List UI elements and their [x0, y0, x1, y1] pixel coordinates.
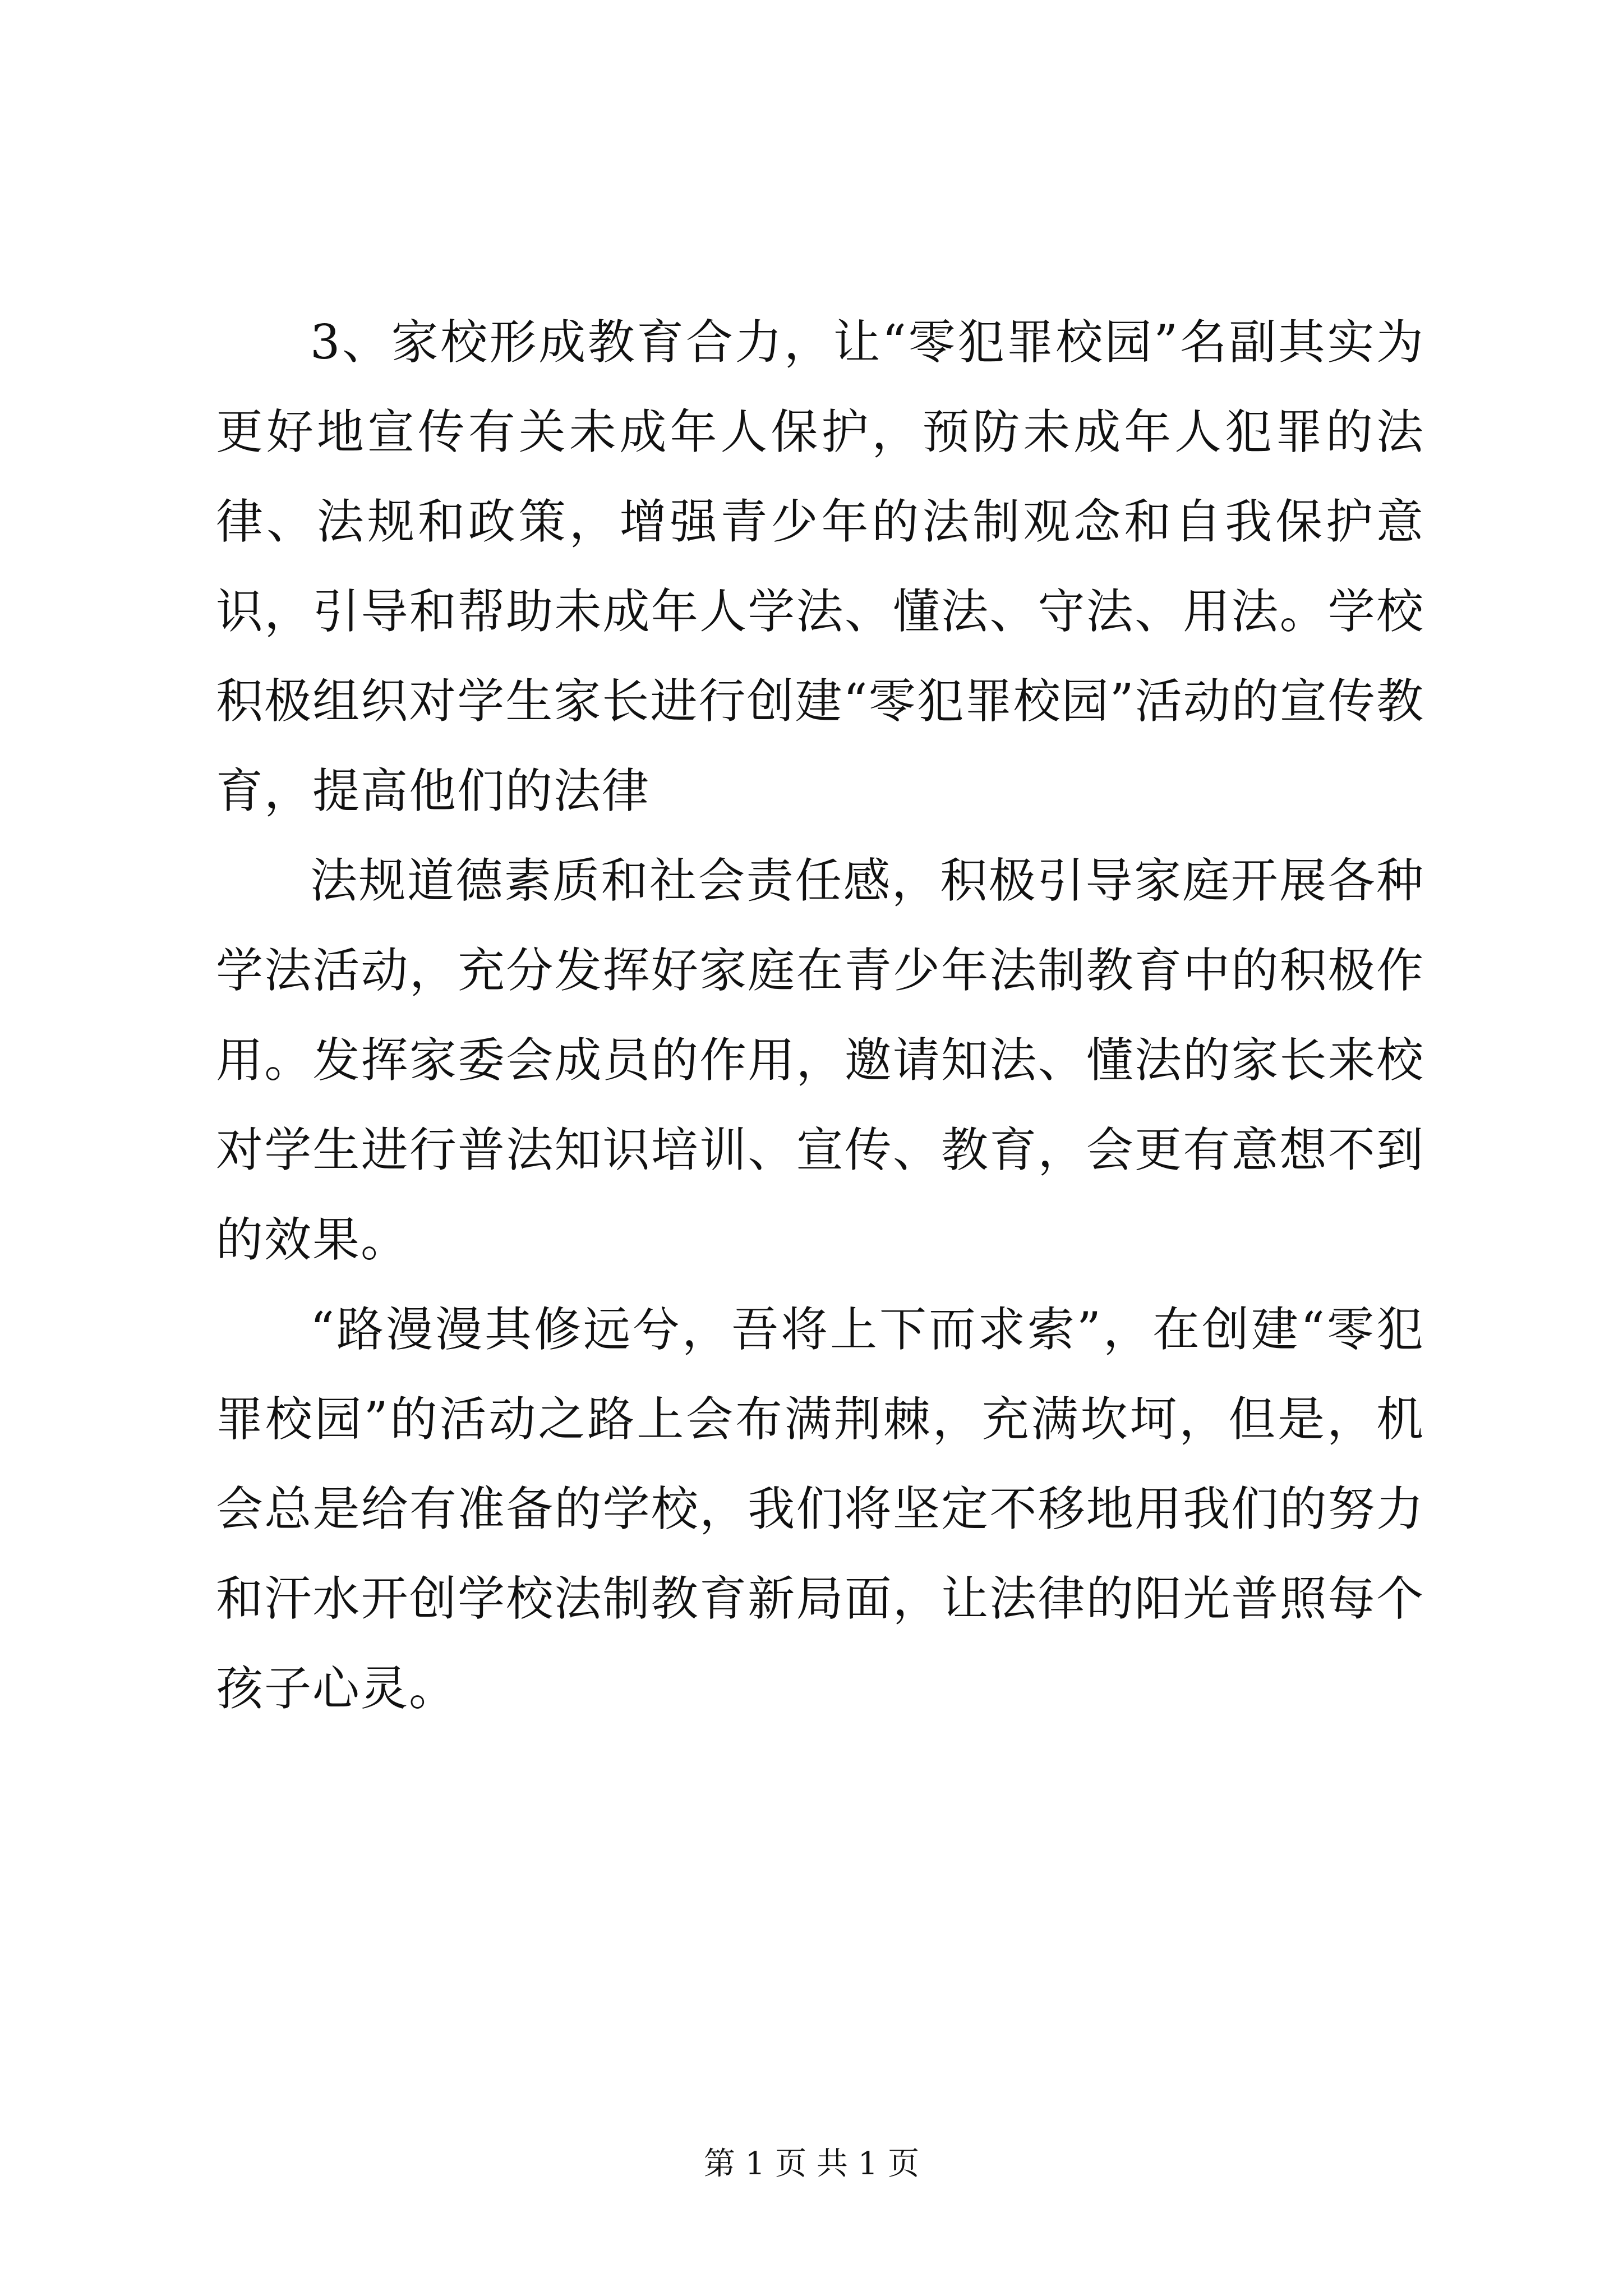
- page-footer: 第 1 页 共 1 页: [703, 2146, 920, 2182]
- paragraph-conclusion: “路漫漫其修远兮，吾将上下而求索”，在创建“零犯罪校园”的活动之路上会布满荆棘，充满坎坷，但是，机会总是给有准备的学校，我们将坚定不移地用我们的努力和汗水开创学校法制教育新局面，让法律的阳光普照每个孩子心灵。: [216, 1302, 1424, 1716]
- paragraph-family-legal-education: 法规道德素质和社会责任感，积极引导家庭开展各种学法活动，充分发挥好家庭在青少年法制教育中的积极作用。发挥家委会成员的作用，邀请知法、懂法的家长来校对学生进行普法知识培训、宣传、教育，会更有意想不到的效果。: [216, 853, 1424, 1267]
- paragraph-family-school-cooperation: 3、家校形成教育合力，让“零犯罪校园”名副其实为更好地宣传有关未成年人保护，预防未成年人犯罪的法律、法规和政策，增强青少年的法制观念和自我保护意识，引导和帮助未成年人学法、懂法、守法、用法。学校积极组织对学生家长进行创建“零犯罪校园”活动的宣传教育，提高他们的法律: [216, 315, 1424, 818]
- document-body: [216, 297, 1424, 1733]
